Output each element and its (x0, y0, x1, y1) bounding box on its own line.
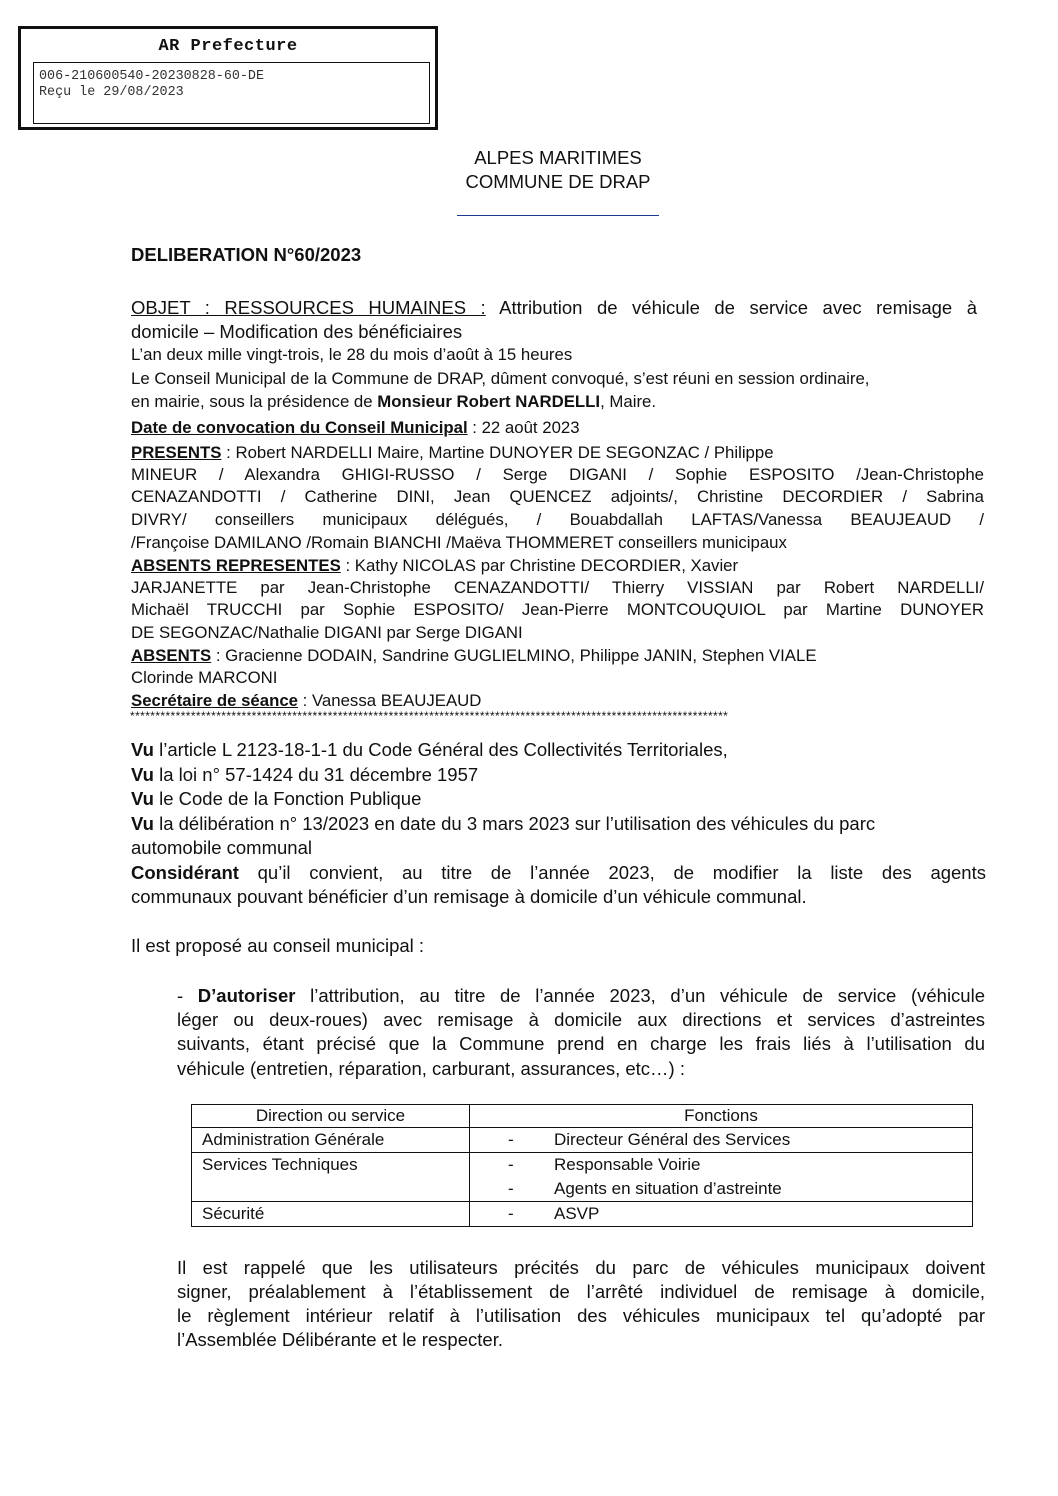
considerant-keyword: Considérant (131, 862, 239, 883)
table-row (192, 1128, 973, 1153)
absents-line-1 (131, 645, 817, 667)
intro-date-line: L’an deux mille vingt-trois, le 28 du mois d’août à 15 heures (131, 345, 573, 364)
autoriser-dash: - (177, 985, 198, 1006)
vu-keyword: Vu (131, 739, 154, 760)
department-name: ALPES MARITIMES (474, 147, 642, 168)
vu-line-3 (131, 787, 421, 810)
vu-text-3: le Code de la Fonction Publique (153, 788, 422, 809)
representes-line-1 (131, 555, 738, 577)
intro-presidence-post: , Maire. (600, 392, 657, 411)
convocation-line (131, 417, 580, 439)
deliberation-title: DELIBERATION N°60/2023 (131, 244, 362, 265)
autoriser-line-4: véhicule (entretien, réparation, carburant, assurances, etc…) : (177, 1058, 685, 1079)
intro-presidence-pre: en mairie, sous la présidence de (131, 392, 378, 411)
fonction-label: Directeur Général des Services (554, 1130, 791, 1149)
vehicle-allocation-table (191, 1104, 973, 1227)
autoriser-line-1 (177, 984, 985, 1007)
stamp-received-date: Reçu le 29/08/2023 (39, 85, 184, 100)
considerant-line-2: communaux pouvant bénéficier d’un remisage à domicile d’un véhicule communal. (131, 886, 807, 907)
rappel-line-2: signer, préalablement à l’établissement de l’arrêté individuel de remisage à domicile, (177, 1281, 985, 1302)
prefecture-stamp (18, 26, 438, 130)
autoriser-keyword: D’autoriser (197, 985, 296, 1006)
objet-line-1 (131, 296, 977, 319)
considerant-text-1: qu’il convient, au titre de l’année 2023, de modifier la liste des agents (238, 862, 986, 883)
stamp-title: AR Prefecture (158, 37, 298, 56)
fonction-item (480, 1177, 962, 1201)
absents-label: ABSENTS (131, 646, 212, 665)
fonctions-cell (470, 1128, 973, 1153)
presents-line-1 (131, 442, 774, 464)
vu-keyword: Vu (131, 813, 154, 834)
table-row (192, 1153, 973, 1202)
autoriser-line-3: suivants, étant précisé que la Commune prend en charge les frais liés à l’utilisation du (177, 1033, 985, 1054)
header-direction: Direction ou service (192, 1105, 470, 1128)
rappel-line-1: Il est rappelé que les utilisateurs précités du parc de véhicules municipaux doivent (177, 1257, 985, 1278)
rappel-line-3: le règlement intérieur relatif à l’utilisation des véhicules municipaux tel qu’adopté par (177, 1305, 985, 1326)
vu-text-4: la délibération n° 13/2023 en date du 3 mars 2023 sur l’utilisation des véhicules du parc (153, 813, 876, 834)
fonction-dash: - (508, 1179, 514, 1198)
presents-line-5: /Françoise DAMILANO /Romain BIANCHI /Maëva THOMMERET conseillers municipaux (131, 533, 787, 552)
fonction-item (480, 1153, 962, 1177)
table-header-row (192, 1105, 973, 1128)
vu-line-4b: automobile communal (131, 837, 312, 858)
representes-label: ABSENTS REPRESENTES (131, 556, 341, 575)
stamp-reference: 006-210600540-20230828-60-DE (39, 69, 264, 84)
service-cell: Administration Générale (192, 1128, 470, 1153)
representes-line-4: DE SEGONZAC/Nathalie DIGANI par Serge DIGANI (131, 623, 523, 642)
fonction-item (480, 1128, 962, 1152)
representes-text-1: : Kathy NICOLAS par Christine DECORDIER, Xavier (340, 556, 739, 575)
fonction-dash: - (508, 1130, 514, 1149)
considerant-line-1 (131, 861, 986, 884)
fonctions-cell (470, 1153, 973, 1202)
presents-text-1: : Robert NARDELLI Maire, Martine DUNOYER DE SEGONZAC / Philippe (221, 443, 774, 462)
presents-label: PRESENTS (131, 443, 222, 462)
autoriser-text-1: l’attribution, au titre de l’année 2023, d’un véhicule de service (véhicule (295, 985, 985, 1006)
fonctions-cell (470, 1202, 973, 1227)
fonction-dash: - (508, 1155, 514, 1174)
asterisk-separator: ********************************************************************************************************************** (130, 709, 729, 723)
vu-line-4 (131, 812, 875, 835)
presents-line-4: DIVRY/ conseillers municipaux délégués, / Bouabdallah LAFTAS/Vanessa BEAUJEAUD / (131, 510, 984, 529)
fonction-label: Responsable Voirie (554, 1155, 701, 1174)
objet-label: OBJET : RESSOURCES HUMAINES : (131, 297, 486, 318)
fonction-label: Agents en situation d’astreinte (554, 1179, 782, 1198)
table-row (192, 1202, 973, 1227)
absents-text-1: : Gracienne DODAIN, Sandrine GUGLIELMINO, Philippe JANIN, Stephen VIALE (211, 646, 817, 665)
fonction-label: ASVP (554, 1204, 600, 1223)
president-name: Monsieur Robert NARDELLI (377, 392, 601, 411)
vu-text-1: l’article L 2123-18-1-1 du Code Général des Collectivités Territoriales, (153, 739, 728, 760)
presents-line-2: MINEUR / Alexandra GHIGI-RUSSO / Serge DIGANI / Sophie ESPOSITO /Jean-Christophe (131, 465, 984, 484)
vu-line-2 (131, 763, 478, 786)
objet-line-2: domicile – Modification des bénéficiaires (131, 321, 463, 342)
service-cell: Sécurité (192, 1202, 470, 1227)
fonction-dash: - (508, 1204, 514, 1223)
vu-keyword: Vu (131, 788, 154, 809)
convocation-label: Date de convocation du Conseil Municipal (131, 418, 468, 437)
propose-line: Il est proposé au conseil municipal : (131, 935, 425, 956)
secretaire-label: Secrétaire de séance (131, 691, 298, 710)
absents-line-2: Clorinde MARCONI (131, 668, 278, 687)
commune-name: COMMUNE DE DRAP (465, 170, 651, 192)
secretaire-name: : Vanessa BEAUJEAUD (298, 691, 482, 710)
vu-line-1 (131, 738, 728, 761)
stamp-reference-box (33, 62, 430, 124)
objet-text-1: Attribution de véhicule de service avec remisage à (485, 297, 977, 318)
intro-council-line: Le Conseil Municipal de la Commune de DRAP, dûment convoqué, s’est réuni en session ordinaire, (131, 369, 870, 388)
header-divider (457, 215, 659, 216)
convocation-date: : 22 août 2023 (467, 418, 580, 437)
representes-line-3: Michaël TRUCCHI par Sophie ESPOSITO/ Jean-Pierre MONTCOUQUIOL par Martine DUNOYER (131, 600, 984, 619)
document-header (340, 146, 776, 193)
representes-line-2: JARJANETTE par Jean-Christophe CENAZANDOTTI/ Thierry VISSIAN par Robert NARDELLI/ (131, 578, 984, 597)
header-fonctions: Fonctions (470, 1105, 973, 1128)
vu-keyword: Vu (131, 764, 154, 785)
vu-text-2: la loi n° 57-1424 du 31 décembre 1957 (153, 764, 479, 785)
presents-line-3: CENAZANDOTTI / Catherine DINI, Jean QUENCEZ adjoints/, Christine DECORDIER / Sabrina (131, 487, 984, 506)
intro-presidence-line (131, 391, 656, 413)
fonction-item (480, 1202, 962, 1226)
rappel-line-4: l’Assemblée Délibérante et le respecter. (177, 1329, 503, 1350)
autoriser-line-2: léger ou deux-roues) avec remisage à domicile aux directions et services d’astreintes (177, 1009, 985, 1030)
service-cell: Services Techniques (192, 1153, 470, 1202)
